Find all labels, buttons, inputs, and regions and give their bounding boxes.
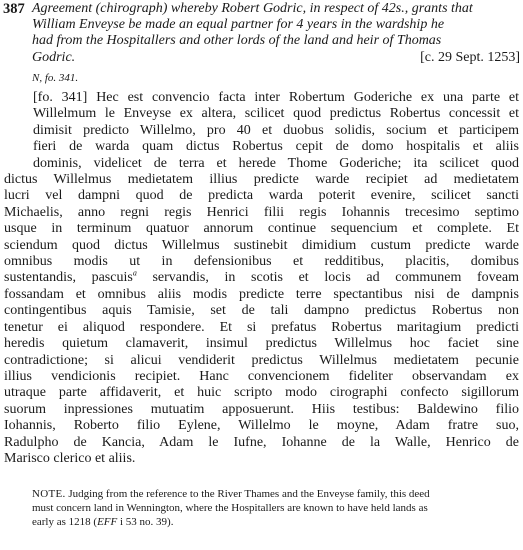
text-line: Michaelis, anno regni regis Henrici filii regis Iohannis trecesimo septimo [4,204,519,220]
text-line-with-footnote [4,270,519,286]
note-line [32,515,520,529]
text-line: fieri de warda quam dictus Robertus cepit de domo hospitalis et aliis [33,139,519,155]
note-text: early as 1218 ( [32,516,98,529]
summary-line: Agreement (chirograph) whereby Robert Godric, in respect of 42s., grants that [32,1,473,16]
note-line: must concern land in Wennington, where the Hospitallers are known to have held lands as [32,502,428,515]
summary-line: William Enveyse be made an equal partner for 4 years in the wardship he [32,17,445,33]
text-line: illius vendicionis recipiet. Hanc convencionem fideliter observandam ex [4,368,519,384]
text-line: usque in terminum quatuor annorum continue sequencium et complete. Et [4,221,519,237]
text-line: Willelmum le Enveyse ex altera, scilicet quod predictus Robertus concessit et [33,106,519,122]
text-line: Marisco clerico et aliis. [4,450,136,466]
note-citation: EFF [97,516,118,529]
text-line: heredis quietum clamaverit, insimul predictus Willelmus hoc faciet sine [4,336,519,352]
editorial-note [32,487,520,530]
summary-line: had from the Hospitallers and other lords of the land and heir of Thomas [32,33,442,49]
summary-line-text: Godric. [32,49,76,65]
text-line: dictus Willelmus medietatem illius predicte warde recipiet ad medietatem [4,172,519,188]
text-line: lucri vel dampni quod de predicta warda poterit evenire, scilicet sancti [4,188,519,204]
source-reference [32,72,78,85]
text-line: dominis, videlicet de terra et herede Thome Goderiche; ita scilicet quod [33,155,519,171]
note-line [32,487,520,501]
text-line: dimisit predicto Willelmo, pro 40 et duobus solidis, socium et participem [33,122,519,138]
entry-number: 387 [3,1,25,17]
text-line: suorum inpressiones mutuatim apposuerunt. Hiis testibus: Baldewino filio [4,401,519,417]
entry-summary [32,1,520,66]
text-line: tenetur ei aliquod respondere. Et si prefatus Robertus maritagium predicti [4,319,519,335]
text-line: Radulpho de Kancia, Adam le Iufne, Iohanne de la Walle, Henrico de [4,434,519,450]
text-line: utraque parte affidaverit, et huic scripto modo cirographi confecto sigillorum [4,385,519,401]
text-line: sciendum quod dictus Willelmus sustinebit dimidium custum predicte warde [4,237,519,253]
source-text: N, fo. 341. [32,72,79,84]
text-line: Iohannis, Roberto filio Eylene, Willelmo le moyne, Adam fratre suo, [4,418,519,434]
footnote-marker: a [132,268,137,278]
note-text: i 53 no. 39). [117,516,174,529]
note-label: NOTE. [32,488,66,500]
text-fragment: servandis, in scotis et locis ad communem foveam [152,270,520,286]
entry-date: [c. 29 Sept. 1253] [420,49,520,65]
text-line: [fo. 341] Hec est convencio facta inter Robertum Goderiche ex una parte et [33,90,519,105]
text-fragment: sustentandis, pascuis [4,270,133,286]
text-line: omnibus modis ut in defensionibus et redditibus, placitis, domibus [4,254,519,270]
text-line: contradictione; si alicui vendiderit predictus Willelmus medietatem pecunie [4,352,519,368]
note-text: Judging from the reference to the River Thames and the Enveyse family, this deed [68,488,430,500]
latin-text [4,90,519,467]
summary-line-last [32,50,520,66]
text-line: contingentibus aquis Tamisie, set de tali dampno predictus Robertus non [4,303,519,319]
text-line: fossandam et omnibus aliis modis predicte terre spectantibus nisi de dampnis [4,286,519,302]
